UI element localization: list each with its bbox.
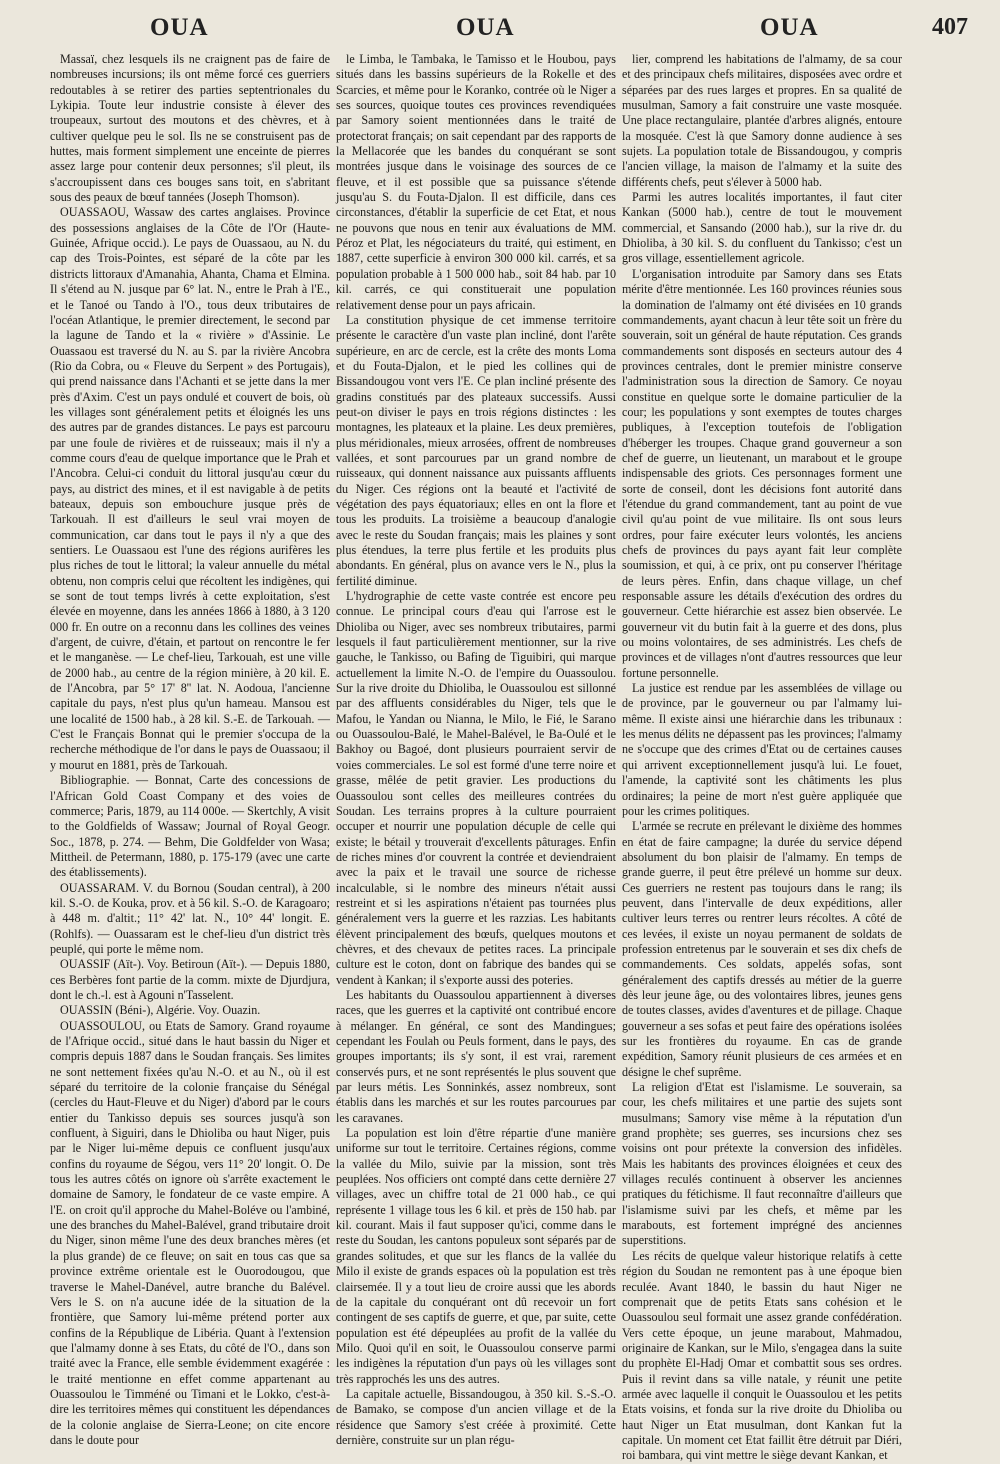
paragraph: L'hydrographie de cette vaste contrée est encore peu connue. Le principal cours d'eau qui l'arrose est le Dhioliba ou Niger, avec ses nombreux tributaires, parmi lesquels il faut particulièrement mentionner, sur la rive gauche, le Tankisso, ou Bafing de Tiguibiri, qui marque actuellement la limite N.-O. de l'empire du Ouassoulou. Sur la rive droite du Dhioliba, le Ouassoulou est sillonné par des affluents considérables du Niger, tels que le Mafou, le Yandan ou Nianna, le Milo, le Fié, le Sarano ou Ouassoulou-Balé, le Mahel-Balével, le Ba-Oulé et le Bakhoy ou Bagoé, dont plusieurs pourraient servir de voies commerciales. Le sol est formé d'une terre noire et grasse, mêlée de petit gravier. Les productions du Ouassoulou sont celles des meilleures contrées du Soudan. Les terrains propres à la culture pourraient occuper et nourrir une population décuple de celle qui existe; le bétail y trouverait d'excellents pâturages. Enfin de riches mines d'or couvrent la contrée et deviendraient avec la paix et le travail une source de richesse incalculable, si le nombre des mineurs n'était aussi restreint et si les aspirations n'étaient pas tournées plus généralement vers la guerre et les razzias. Les habitants élèvent principalement des bœufs, quelques moutons et chèvres, et des chevaux de petites races. La principale culture est le coton, dont on fabrique des bandes qui se vendent à Kankan; il s'exporte aussi des poteries. xyxy=(336,589,616,987)
paragraph: Massaï, chez lesquels ils ne craignent pas de faire de nombreuses incursions; ils ont même forcé ces guerriers redoutables à se retirer des parties septentrionales du Lykipia. Toute leur industrie consiste à élever des troupeaux, surtout des moutons et des chèvres, et à cultiver quelque peu le sol. Ils ne se construisent pas de huttes, mais forment simplement une enceinte de pierres assez large pour contenir deux personnes; s'il pleut, ils s'accroupissent dans ces bouges sans toit, en s'abritant sous des peaux de bœuf tannées (Joseph Thomson). xyxy=(50,52,330,205)
text-column-2 xyxy=(336,52,616,1447)
bibliography: Bibliographie. — Bonnat, Carte des concessions de l'African Gold Coast Company et des voies de commerce; Paris, 1879, au 114 000e. — Skertchly, A visit to the Goldfields of Wassaw; Journal of Royal Geogr. Soc., 1878, p. 274. — Behm, Die Goldfelder von Wasa; Mittheil. de Petermann, 1880, p. 175-179 (avec une carte des établissements). xyxy=(50,773,330,880)
paragraph: L'armée se recrute en prélevant le dixième des hommes en état de faire campagne; la durée du service dépend absolument du bon plaisir de l'almamy. En temps de grande guerre, il peut être prélevé un homme sur deux. Ces guerriers ne restent pas toujours dans le rang; ils peuvent, dans l'intervalle de deux expéditions, aller cultiver leurs terres ou rentrer leurs récoltes. A côté de ces levées, il existe un noyau permanent de soldats de profession entretenus par le souverain et ses dix chefs de commandements. Ces soldats, appelés sofas, sont généralement des captifs dressés au métier de la guerre dès leur jeune âge, ou des volontaires libres, jeunes gens de toutes classes, avides d'aventures et de pillage. Chaque gouverneur a ses sofas et peut faire des opérations isolées sur les frontières du royaume. En cas de grande expédition, Samory réunit plusieurs de ces armées et en désigne le chef suprême. xyxy=(622,819,902,1079)
entry-ouassif: OUASSIF (Aït-). Voy. Betiroun (Aït-). — Depuis 1880, ces Berbères font partie de la comm. mixte de Djurdjura, dont le ch.-l. est à Agouni n'Tasselent. xyxy=(50,957,330,1002)
entry-ouassaou: OUASSAOU, Wassaw des cartes anglaises. Province des possessions anglaises de la Côte de l'Or (Haute-Guinée, Afrique occid.). Le pays de Ouassaou, au N. du cap des Trois-Pointes, est séparé de la côte par les districts littoraux d'Amanahia, Ahanta, Chama et Elmina. Il s'étend au N. jusque par 6° lat. N., entre le Prah à l'E., et le Tanoé ou Tando à l'O., tous deux tributaires de l'océan Atlantique, le premier directement, le second par la lagune de Tando et la « rivière » d'Assinie. Le Ouassaou est traversé du N. au S. par la rivière Ancobra (Rio da Cobra, ou « Fleuve du Serpent » des Portugais), qui prend naissance dans l'Achanti et se jette dans la mer près d'Axim. C'est un pays ondulé et couvert de bois, où les villages sont généralement petits et éloignés les uns des autres par de grandes distances. Le pays est parcouru par une foule de rivières et de ruisseaux; mais il n'y a comme cours d'eau de quelque importance que le Prah et l'Ancobra. Celui-ci conduit du littoral jusqu'au cœur du pays, au district des mines, et il est navigable à de petits bateaux, depuis son embouchure jusque près de Tarkouah. Il est d'ailleurs le seul vrai moyen de communication, car dans tout le pays il n'y a que des sentiers. Le Ouassaou est l'une des régions aurifères les plus riches de tout le littoral; la valeur annuelle du métal obtenu, non compris celui que récoltent les indigènes, qui se sont de tout temps livrés à cette exploitation, s'est élevée en moyenne, dans les années 1866 à 1880, à 3 120 000 fr. En outre on a reconnu dans les collines des veines d'argent, de cuivre, d'étain, et partout on rencontre le fer et le manganèse. — Le chef-lieu, Tarkouah, est une ville de 2000 hab., au centre de la région minière, à 20 kil. E. de l'Ancobra, par 5° 17' 8'' lat. N. Aodoua, l'ancienne capitale du pays, n'est plus qu'un hameau. Mansou est une localité de 1500 hab., à 28 kil. S.-E. de Tarkouah. — C'est le Français Bonnat qui le premier s'occupa de la recherche méthodique de l'or dans le pays de Ouassaou; il y mourut en 1881, près de Tarkouah. xyxy=(50,205,330,772)
paragraph: le Limba, le Tambaka, le Tamisso et le Houbou, pays situés dans les bassins supérieurs de la Rokelle et des Scarcies, et même pour le Koranko, contrée où le Niger a ses sources, quoique toutes ces provinces revendiquées par Samory soient mentionnées dans le traité de protectorat français; on sait cependant par des rapports de la Mellacorée que les bandes du conquérant se sont montrées jusque dans le voisinage des sources de ce fleuve, et il est possible que sa puissance s'étende jusqu'au S. du Fouta-Djalon. Il est difficile, dans ces circonstances, d'établir la superficie de cet Etat, et nous ne pouvons que nous en tenir aux évaluations de MM. Péroz et Plat, les négociateurs du traité, qui estiment, en 1887, cette superficie à environ 300 000 kil. carrés, et sa population probable à 1 500 000 hab., soit 84 hab. par 10 kil. carrés, ce qui constituerait une population relativement dense pour un pays africain. xyxy=(336,52,616,312)
page-header xyxy=(0,14,1000,54)
paragraph: La justice est rendue par les assemblées de village ou de province, par le gouverneur ou par l'almamy lui-même. Il existe ainsi une hiérarchie dans les tribunaux : les menus délits ne dépassent pas les provinces; l'almamy ne s'occupe que des crimes d'Etat ou de certaines causes qui arrivent exceptionnellement jusqu'à lui. Le fouet, l'amende, la captivité sont les châtiments les plus ordinaires; la peine de mort n'est guère appliquée que pour les crimes politiques. xyxy=(622,681,902,818)
running-head-left: OUA xyxy=(150,14,209,41)
text-column-1 xyxy=(50,52,330,1447)
paragraph: La constitution physique de cet immense territoire présente le caractère d'un vaste plan incliné, dont l'arête supérieure, en arc de cercle, est la crête des monts Loma et du Fouta-Djalon, et le pied les collines qui de Bissandougou vont vers l'E. Ce plan incliné présente des gradins constitués par des plateaux successifs. Aussi peut-on diviser le pays en trois régions distinctes : les montagnes, les plateaux et la plaine. Les deux premières, plus méridionales, mieux arrosées, offrent de nombreuses vallées, et sont parcourues par un grand nombre de ruisseaux, qui donnent naissance aux puissants affluents du Niger. Ces régions ont la beauté et l'activité de végétation des pays équatoriaux; elles en ont la flore et tous les produits. La troisième a beaucoup d'analogie avec le reste du Soudan français; mais les plaines y sont plus étendues, la terre plus fertile et les produits plus abondants. En général, plus on avance vers le N., plus la fertilité diminue. xyxy=(336,312,616,588)
paragraph: La religion d'Etat est l'islamisme. Le souverain, sa cour, les chefs militaires et une partie des sujets sont musulmans; Samory vise même à la réputation d'un grand prophète; ses guerres, ses incursions chez ses voisins ont pour prétexte la conversion des infidèles. Mais les habitants des provinces éloignées et ceux des villages reculés continuent à observer les anciennes pratiques du fétichisme. Il faut reconnaître d'ailleurs que l'islamisme suivi par les chefs, et même par les marabouts, est fortement imprégné des anciennes superstitions. xyxy=(622,1080,902,1248)
entry-ouassaram: OUASSARAM. V. du Bornou (Soudan central), à 200 kil. S.-O. de Kouka, prov. et à 56 kil. S.-O. de Karagoaro; à 448 m. d'altit.; 11° 42' lat. N., 10° 44' longit. E. (Rohlfs). — Ouassaram est le chef-lieu d'un district très peuplé, qui porte le même nom. xyxy=(50,880,330,956)
running-head-right: OUA xyxy=(760,14,819,41)
paragraph: Parmi les autres localités importantes, il faut citer Kankan (5000 hab.), centre de tout le mouvement commercial, et Sansando (2000 hab.), sur la rive dr. du Dhioliba, à 30 kil. S. du confluent du Tankisso; c'est un gros village, essentiellement agricole. xyxy=(622,190,902,266)
paragraph: lier, comprend les habitations de l'almamy, de sa cour et des principaux chefs militaires, disposées avec ordre et séparées par des rues larges et propres. En sa qualité de musulman, Samory a fait construire une vaste mosquée. Une place rectangulaire, plantée d'arbres alignés, entoure la mosquée. C'est là que Samory donne audience à ses sujets. La population totale de Bissandougou, y compris l'ancien village, la maison de l'almamy et la suite des différents chefs, peut s'élever à 5000 hab. xyxy=(622,52,902,189)
entry-ouassoulou: OUASSOULOU, ou Etats de Samory. Grand royaume de l'Afrique occid., situé dans le haut bassin du Niger et compris depuis 1887 dans le Soudan français. Ses limites ne sont nettement fixées qu'au N.-O. et au N., où il est séparé du territoire de la colonie française du Sénégal (cercles du Haut-Fleuve et du Niger) d'abord par le cours entier du Tankisso depuis ses sources jusqu'à son confluent, à Siguiri, dans le Dhioliba ou haut Niger, puis par le Niger lui-même depuis ce confluent jusqu'aux confins du royaume de Ségou, vers 11° 20' longit. O. De tous les autres côtés on ignore où s'arrête exactement le domaine de Samory, le fondateur de ce vaste empire. A l'E. on croit qu'il approche du Mahel-Boléve ou l'ambiné, une des branches du Mahel-Balével, grand tributaire droit du Niger, sinon même l'une des deux branches mères (et la plus grande) de ce fleuve; on sait en tous cas que sa province extrême orientale est le Ouorodougou, que traverse le Mahel-Danével, autre branche du Balével. Vers le S. on n'a aucune idée de la situation de la frontière, que Samory lui-même prétend porter aux confins de la République de Libéria. Quant à l'extension que l'almamy donne à ses Etats, du côté de l'O., dans son traité avec la France, elle semble évidemment exagérée : le traité mentionne en effet comme appartenant au Ouassoulou le Timméné ou Timani et le Lokko, c'est-à-dire les territoires mêmes qui constituent les dépendances de la colonie anglaise de Sierra-Leone; on cite encore dans le doute pour xyxy=(50,1018,330,1447)
paragraph: La population est loin d'être répartie d'une manière uniforme sur tout le territoire. Certaines régions, comme la vallée du Milo, suivie par la mission, sont très peuplées. Nos officiers ont compté dans cette dernière 27 villages, avec un chiffre total de 21 000 hab., ce qui représente 1 village tous les 6 kil. et près de 150 hab. par kil. courant. Mais il faut supposer qu'ici, comme dans le reste du Soudan, les cantons populeux sont séparés par de grandes solitudes, et que sur les flancs de la vallée du Milo il existe de grands espaces où la population est très clairsemée. Il y a tout lieu de croire aussi que les abords de la capitale du conquérant ont dû recevoir un fort contingent de ses captifs de guerre, et que, par suite, cette population est été dépeuplées au profit de la vallée du Milo. Quoi qu'il en soit, le Ouassoulou conserve parmi les indigènes la réputation d'un pays où les villages sont très rapprochés les uns des autres. xyxy=(336,1126,616,1386)
paragraph: Les habitants du Ouassoulou appartiennent à diverses races, que les guerres et la captivité ont contribué encore à mélanger. En général, ce sont des Mandingues; cependant les Foulah ou Peuls forment, dans le pays, des groupes importants; ils s'y sont, il est vrai, rarement conservés purs, et ne sont représentés le plus souvent que par leurs métis. Les Sonninkés, assez nombreux, sont établis dans les marchés et sur les routes parcourues par les caravanes. xyxy=(336,987,616,1125)
entry-ouassin: OUASSIN (Béni-), Algérie. Voy. Ouazin. xyxy=(60,1003,261,1018)
paragraph: L'organisation introduite par Samory dans ses Etats mérite d'être mentionnée. Les 160 provinces réunies sous la domination de l'almamy ont été divisées en 10 grands commandements, ayant chacun à leur tête soit un frère du souverain, soit un général de haute réputation. Ces grands commandements sont disposés en secteurs autour des 4 provinces centrales, dont le premier ministre conserve l'administration sous la direction de Samory. Ce noyau constitue en quelque sorte le domaine particulier de la cour; les populations y sont exemptes de toutes charges publiques, à l'exception toutefois de l'obligation d'héberger les troupes. Chaque grand gouverneur a son chef de guerre, un lieutenant, un marabout et le groupe indispensable des griots. Ces personnages forment une sorte de conseil, dont les décisions font autorité dans l'étendue du grand commandement, tant au point de vue civil qu'au point de vue militaire. Ils ont sous leurs ordres, pour faire exécuter leurs volontés, les anciens chefs de provinces du pays ayant fait leur complète soumission, et qui, à ce prix, ont pu conserver l'héritage de leurs pères. Enfin, dans chaque village, un chef responsable assure les détails d'exécution des ordres du gouverneur. Cette hiérarchie est assez bien observée. Le gouverneur vit du butin fait à la guerre et des dons, plus ou moins volontaires, de ses administrés. Les chefs de provinces et de villages n'ont d'autres ressources que leur fortune personnelle. xyxy=(622,266,902,680)
running-head-center: OUA xyxy=(456,14,515,41)
paragraph: Les récits de quelque valeur historique relatifs à cette région du Soudan ne remontent pas à une époque bien reculée. Avant 1840, le bassin du haut Niger ne comprenait que de petits Etats sans cohésion et le Ouassoulou seul formait une assez grande confédération. Vers cette époque, un jeune marabout, Mahmadou, originaire de Kankan, sur le Milo, s'engagea dans la suite du prophète El-Hadj Omar et combattit sous ses ordres. Puis il revint dans sa ville natale, y réunit une petite armée avec laquelle il conquit le Ouassoulou et les petits Etats voisins, et fonda sur la rive droite du Dhioliba ou haut Niger un Etat musulman, dont Kankan fut la capitale. Un moment cet Etat faillit être détruit par Diéri, roi bambara, qui vint mettre le siège devant Kankan, et xyxy=(622,1248,902,1463)
text-column-3 xyxy=(622,52,902,1463)
paragraph: La capitale actuelle, Bissandougou, à 350 kil. S.-S.-O. de Bamako, se compose d'un ancien village et de la résidence que Samory s'est créée à proximité. Cette dernière, construite sur un plan régu- xyxy=(336,1386,616,1447)
page-number: 407 xyxy=(932,14,968,40)
